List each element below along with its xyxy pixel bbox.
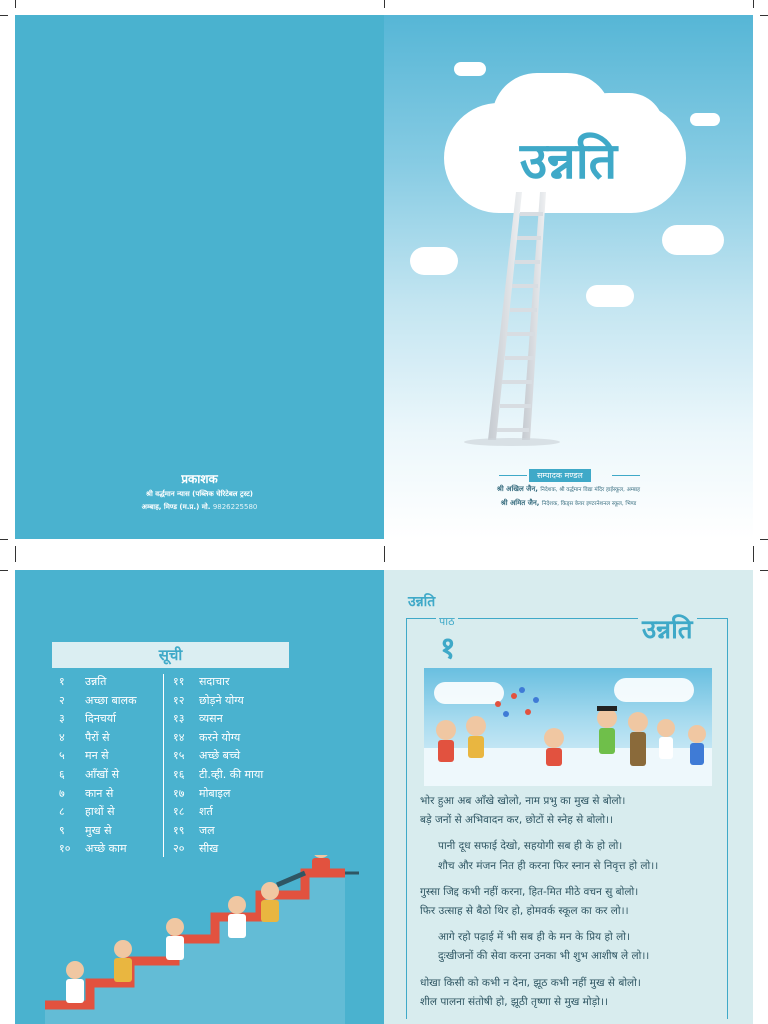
poem-line: फिर उत्साह से बैठो थिर हो, होमवर्क स्कूल का कर लो।। — [420, 905, 629, 918]
divider — [499, 475, 527, 476]
lesson-title: उन्नति — [638, 610, 697, 646]
index-item[interactable]: १९ जल — [173, 823, 215, 837]
publisher-name: श्री वर्द्धमान न्यास (पब्लिक चेरिटेबल ट्रस्ट) — [146, 490, 253, 498]
index-left-column — [59, 674, 137, 860]
editor-badge: सम्पादक मण्डल — [529, 469, 591, 482]
index-item[interactable]: ४ पैरों से — [59, 730, 110, 744]
index-item[interactable]: १७ मोबाइल — [173, 786, 231, 800]
editor-1-role: निदेशक, श्री वर्द्धमान विद्या मंदिर हाईस्कूल, अम्बाह — [540, 487, 641, 493]
lesson-number: १ — [440, 631, 456, 666]
publisher-phone: 9826225580 — [212, 503, 258, 511]
front-cover — [384, 15, 753, 539]
index-item[interactable]: १६ टी.व्ही. की माया — [173, 767, 264, 781]
index-item[interactable]: १४ करने योग्य — [173, 730, 241, 744]
poem-line: पानी दूध सफाई देखो, सहयोगी सब ही के हो लो। — [438, 840, 623, 853]
publisher-address-line — [15, 503, 384, 512]
index-item[interactable]: १३ व्यसन — [173, 712, 223, 726]
index-item[interactable]: २ अच्छा बालक — [59, 693, 137, 707]
index-heading: सूची — [52, 642, 289, 668]
index-item[interactable]: २० सीख — [173, 842, 219, 856]
index-item[interactable]: १० अच्छे काम — [59, 842, 127, 856]
index-item[interactable]: १५ अच्छे बच्चे — [173, 749, 241, 763]
editor-2 — [384, 499, 753, 508]
publisher-label: प्रकाशक — [181, 472, 218, 486]
small-cloud — [662, 225, 724, 255]
poem-line: दुःखीजनों की सेवा करना उनका भी शुभ आशीष ले लो।। — [438, 950, 650, 963]
editor-1-name: श्री अखिल जैन, — [496, 485, 538, 493]
editor-1 — [384, 485, 753, 494]
lesson-label: पाठ — [436, 614, 458, 629]
cover-title: उन्नति — [519, 131, 618, 190]
index-item[interactable]: १ उन्नति — [59, 675, 107, 688]
poem-line: शौच और मंजन नित ही करना फिर स्नान से निवृत्त हो लो।। — [438, 859, 659, 872]
stairs-children-illustration — [15, 855, 384, 1024]
index-item[interactable]: ८ हाथों से — [59, 805, 115, 819]
poem-line: गुस्सा जिद्द कभी नहीं करना, हित-मित मीठे वचन सु बोलो। — [420, 885, 639, 898]
index-right-column — [173, 674, 263, 860]
small-cloud — [454, 62, 486, 76]
index-item[interactable]: ११ सदाचार — [173, 675, 230, 688]
editor-2-role: निदेशक, किड्स केयर इण्टरनेशनल स्कूल, भिण्ड — [541, 501, 637, 507]
index-item[interactable]: १२ छोड़ने योग्य — [173, 693, 244, 707]
index-item[interactable]: ९ मुख से — [59, 823, 112, 837]
poem-line: बड़े जनों से अभिवादन कर, छोटों से स्नेह से बोलो।। — [420, 814, 614, 827]
poem-line: शील पालना संतोषी हो, झूठी तृष्णा से मुख मोड़ो।। — [420, 995, 608, 1008]
back-cover — [15, 15, 384, 539]
editor-2-name: श्री अमित जैन, — [500, 499, 540, 507]
children-illustration — [424, 668, 712, 786]
publisher-address: अम्बाह, मिण्ड (म.प्र.) मो. — [141, 503, 211, 511]
index-item[interactable]: ७ कान से — [59, 786, 114, 800]
poem-line: धोखा किसी को कभी न देना, झूठ कभी नहीं मुख से बोलो। — [420, 976, 641, 989]
index-page — [15, 570, 384, 1024]
small-cloud — [586, 285, 634, 307]
index-item[interactable]: ६ आँखों से — [59, 767, 120, 781]
index-divider — [163, 674, 164, 857]
divider — [612, 475, 640, 476]
lesson-page — [384, 570, 753, 1024]
index-item[interactable]: ३ दिनचर्या — [59, 712, 117, 726]
index-item[interactable]: ५ मन से — [59, 749, 109, 763]
poem-line: आगे रहो पढ़ाई में भी सब ही के मन के प्रिय हो लो। — [438, 931, 630, 944]
ladder-illustration — [444, 190, 584, 455]
poem-text — [420, 792, 658, 1012]
index-item[interactable]: १८ शर्त — [173, 805, 213, 819]
poem-line: भोर हुआ अब आँखे खोलो, नाम प्रभु का मुख से बोलो। — [420, 795, 626, 807]
running-header: उन्नति — [408, 594, 436, 610]
